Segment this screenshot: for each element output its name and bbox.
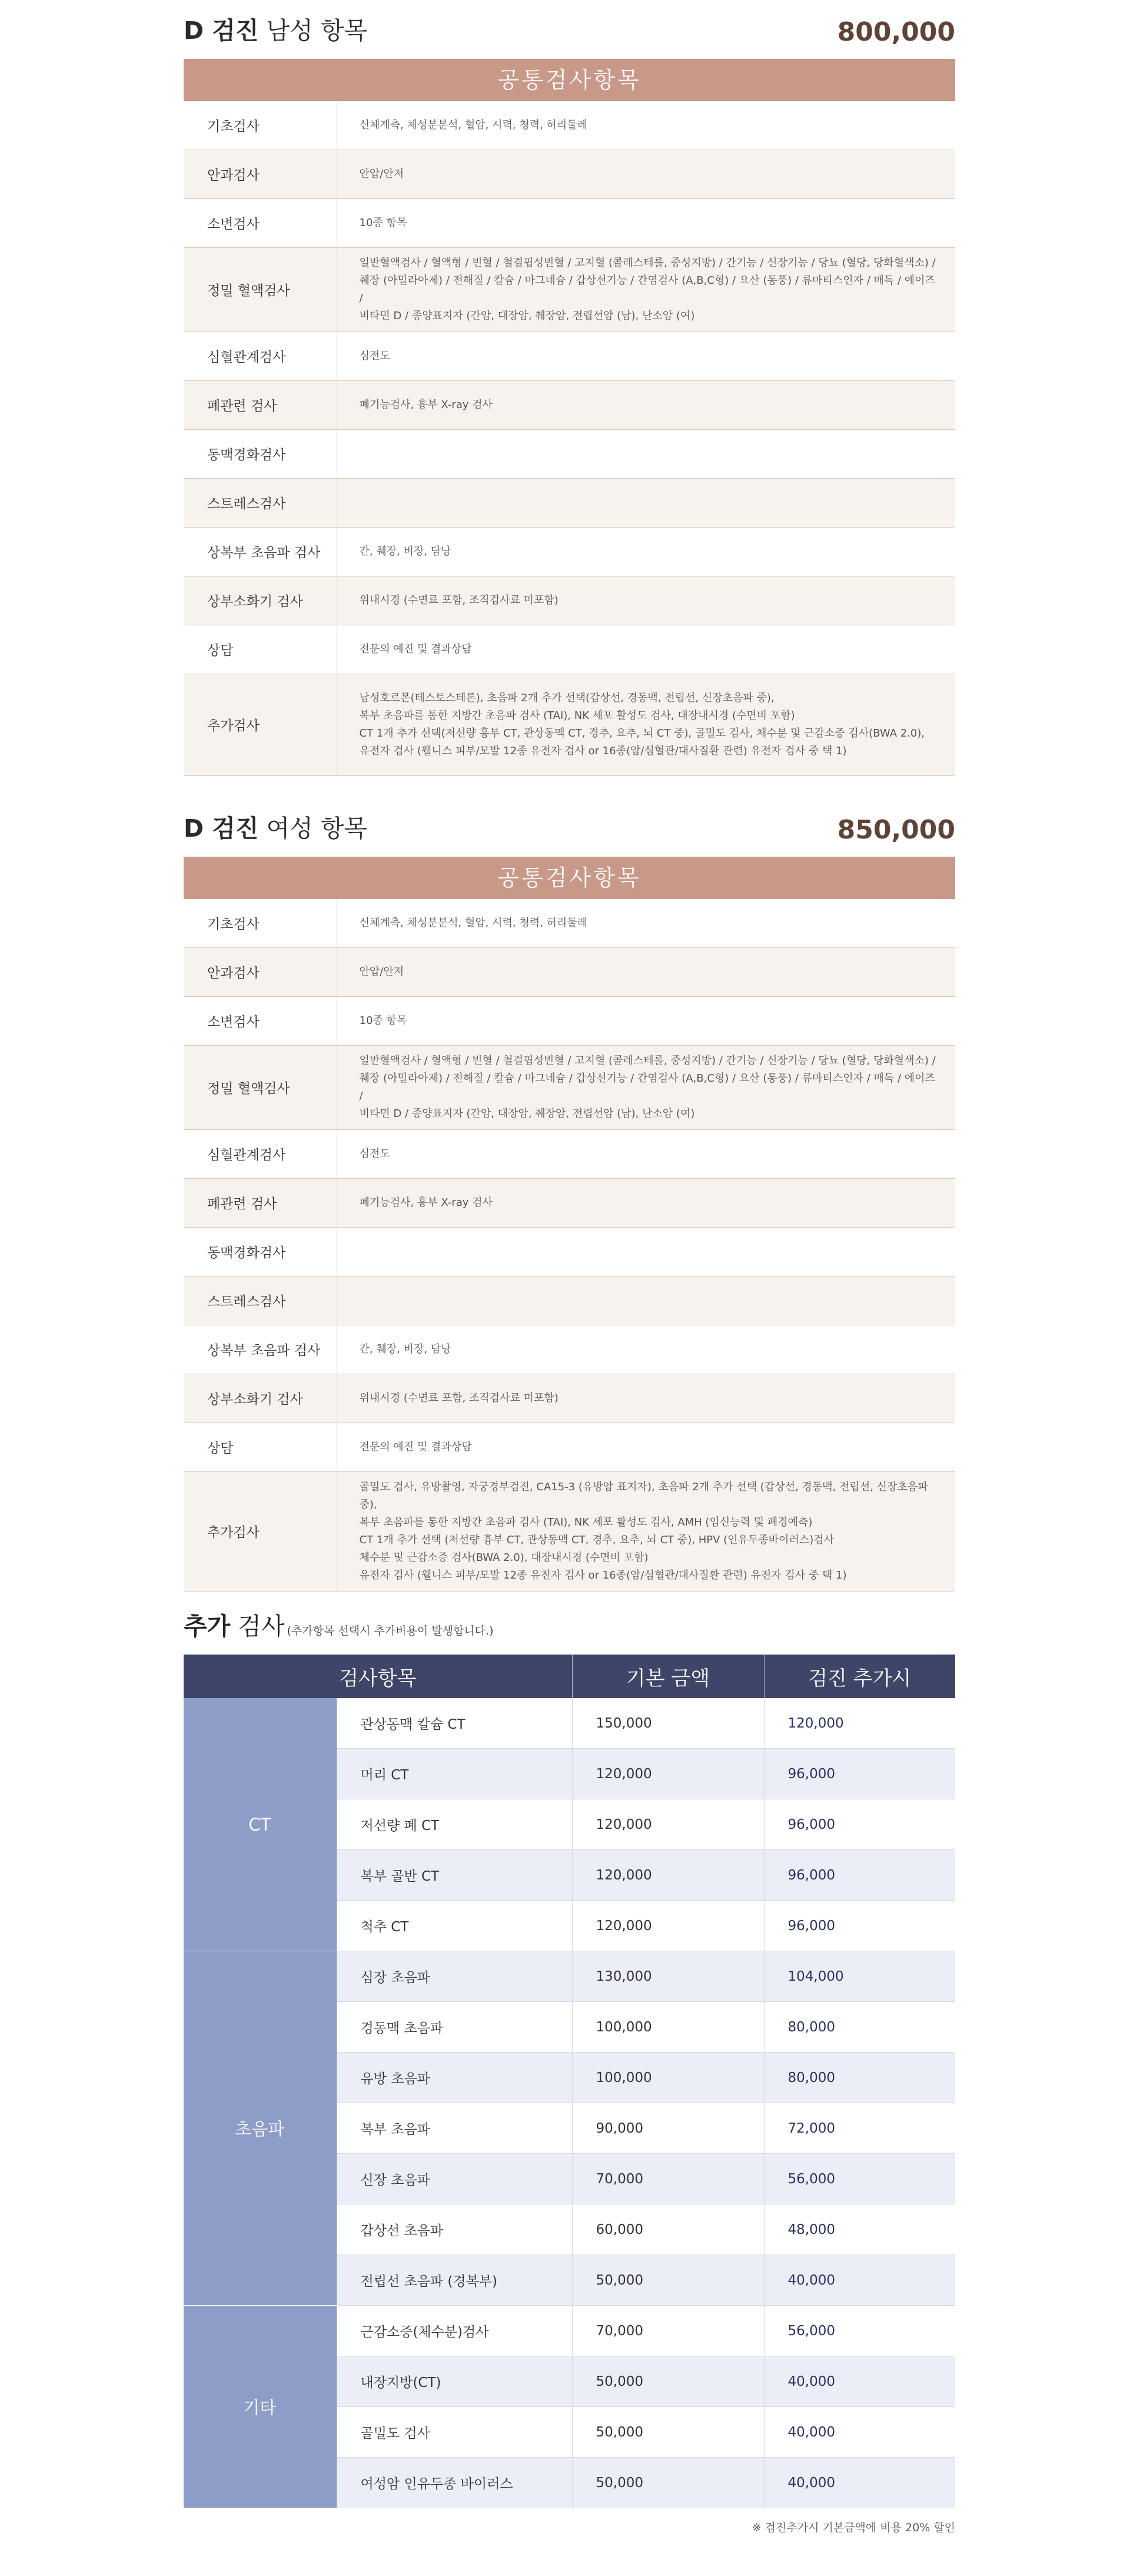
table-row: [184, 576, 955, 625]
addon-price-cell: 56,000: [764, 2154, 955, 2204]
table-row: [184, 947, 955, 996]
test-name-cell: 전립선 초음파 (경복부): [337, 2255, 572, 2306]
row-value: [337, 1045, 955, 1129]
category-cell: 초음파: [184, 1951, 337, 2306]
row-value: [337, 150, 955, 198]
table-row: [184, 1325, 955, 1374]
extra-price-table: [184, 1655, 955, 2508]
row-value-line: 신체계측, 체성분분석, 혈압, 시력, 청력, 허리둘레: [359, 916, 588, 929]
row-label: 상복부 초음파 검사: [184, 1325, 337, 1374]
row-value: [337, 625, 955, 674]
row-value: [337, 1227, 955, 1276]
test-name-cell: 머리 CT: [337, 1749, 572, 1799]
row-label: 폐관련 검사: [184, 380, 337, 429]
row-value: [337, 247, 955, 331]
row-label: 상담: [184, 625, 337, 674]
women-package-section: [184, 798, 955, 1592]
row-label: 소변검사: [184, 996, 337, 1045]
row-value-line: 간, 췌장, 비장, 담낭: [359, 1342, 451, 1355]
base-price-cell: 60,000: [572, 2204, 764, 2255]
row-label: 정밀 혈액검사: [184, 247, 337, 331]
row-value-line: 유전자 검사 (웰니스 피부/모발 12종 유전자 검사 or 16종(암/심혈관/대사질환 관련) 유전자 검사 중 택 1): [359, 744, 847, 757]
row-label: 추가검사: [184, 674, 337, 775]
row-label: 안과검사: [184, 947, 337, 996]
addon-price-cell: 72,000: [764, 2103, 955, 2154]
row-value-line: 체수분 및 근감소증 검사(BWA 2.0), 대장내시경 (수면비 포함): [359, 1551, 649, 1564]
addon-price-cell: 96,000: [764, 1799, 955, 1850]
base-price-cell: 100,000: [572, 2002, 764, 2053]
addon-price-cell: 40,000: [764, 2407, 955, 2458]
test-name-cell: 관상동맥 칼슘 CT: [337, 1698, 572, 1749]
base-price-cell: 70,000: [572, 2306, 764, 2356]
base-price-cell: 50,000: [572, 2356, 764, 2407]
category-cell: CT: [184, 1698, 337, 1951]
table-row: [184, 150, 955, 198]
row-value-line: 10종 항목: [359, 1014, 407, 1027]
addon-price-cell: 48,000: [764, 2204, 955, 2255]
row-value-line: 안압/안저: [359, 167, 404, 180]
row-value-line: 간, 췌장, 비장, 담낭: [359, 545, 451, 558]
base-price-cell: 50,000: [572, 2407, 764, 2458]
row-value-line: 골밀도 검사, 유방촬영, 자궁경부검진, CA15-3 (유방암 표지자), 초음파 2개 추가 선택 (갑상선, 경동맥, 전립선, 신장초음파 중),: [359, 1480, 928, 1511]
row-value: [337, 996, 955, 1045]
table-row: [184, 2306, 955, 2356]
extra-tests-title: 추가 검사 (추가항목 선택시 추가비용이 발생합니다.): [184, 1612, 494, 1640]
table-row: [184, 1129, 955, 1178]
women-items-table: [184, 899, 955, 1592]
base-price-cell: 100,000: [572, 2053, 764, 2103]
row-value-line: 유전자 검사 (웰니스 피부/모발 12종 유전자 검사 or 16종(암/심혈관/대사질환 관련) 유전자 검사 중 택 1): [359, 1569, 847, 1582]
test-name-cell: 내장지방(CT): [337, 2356, 572, 2407]
row-value: [337, 1276, 955, 1325]
table-row: [184, 1423, 955, 1471]
row-value-line: 일반혈액검사 / 혈액형 / 빈혈 / 철결핍성빈혈 / 고지혈 (콜레스테롤, 중성지방) / 간기능 / 신장기능 / 당뇨 (혈당, 당화혈색소) /: [359, 256, 936, 269]
row-label: 상복부 초음파 검사: [184, 527, 337, 576]
extra-tests-section: [184, 1596, 955, 2535]
row-value: [337, 576, 955, 625]
row-label: 스트레스검사: [184, 478, 337, 527]
row-value: [337, 1471, 955, 1591]
row-label: 기초검사: [184, 899, 337, 947]
row-value: [337, 478, 955, 527]
row-value: [337, 674, 955, 775]
row-value-line: 남성호르몬(테스토스테론), 초음파 2개 추가 선택(갑상선, 경동맥, 전립선, 신장초음파 중),: [359, 691, 775, 704]
row-label: 폐관련 검사: [184, 1178, 337, 1227]
table-row: [184, 198, 955, 247]
base-price-cell: 90,000: [572, 2103, 764, 2154]
row-value: [337, 101, 955, 150]
test-name-cell: 심장 초음파: [337, 1951, 572, 2002]
base-price-cell: 50,000: [572, 2255, 764, 2306]
row-value-line: 복부 초음파를 통한 지방간 초음파 검사 (TAI), NK 세포 활성도 검사, 대장내시경 (수면비 포함): [359, 709, 795, 722]
row-value-line: 일반혈액검사 / 혈액형 / 빈혈 / 철결핍성빈혈 / 고지혈 (콜레스테롤, 중성지방) / 간기능 / 신장기능 / 당뇨 (혈당, 당화혈색소) /: [359, 1054, 936, 1067]
header-base-price: 기본 금액: [572, 1655, 764, 1698]
table-row: [184, 996, 955, 1045]
men-package-section: [184, 0, 955, 776]
test-name-cell: 척추 CT: [337, 1901, 572, 1951]
addon-price-cell: 96,000: [764, 1749, 955, 1799]
row-label: 동맥경화검사: [184, 429, 337, 478]
test-name-cell: 복부 초음파: [337, 2103, 572, 2154]
addon-price-cell: 56,000: [764, 2306, 955, 2356]
test-name-cell: 골밀도 검사: [337, 2407, 572, 2458]
row-label: 안과검사: [184, 150, 337, 198]
row-label: 상부소화기 검사: [184, 576, 337, 625]
test-name-cell: 복부 골반 CT: [337, 1850, 572, 1901]
men-package-title: D 검진 남성 항목: [184, 16, 368, 45]
table-row: [184, 380, 955, 429]
men-items-table: [184, 101, 955, 776]
row-label: 상부소화기 검사: [184, 1374, 337, 1423]
row-label: 동맥경화검사: [184, 1227, 337, 1276]
addon-price-cell: 40,000: [764, 2255, 955, 2306]
table-row: [184, 1374, 955, 1423]
row-value: [337, 198, 955, 247]
row-value: [337, 527, 955, 576]
base-price-cell: 120,000: [572, 1901, 764, 1951]
row-label: 정밀 혈액검사: [184, 1045, 337, 1129]
test-name-cell: 신장 초음파: [337, 2154, 572, 2204]
row-value-line: 10종 항목: [359, 216, 407, 229]
test-name-cell: 여성암 인유두종 바이러스: [337, 2458, 572, 2508]
row-value: [337, 1129, 955, 1178]
row-value: [337, 947, 955, 996]
table-row: [184, 674, 955, 775]
row-value-line: 전문의 예진 및 결과상담: [359, 642, 472, 655]
header-test-item: 검사항목: [184, 1655, 572, 1698]
row-value: [337, 1374, 955, 1423]
row-value-line: 전문의 예진 및 결과상담: [359, 1440, 472, 1453]
table-row: [184, 101, 955, 150]
test-name-cell: 갑상선 초음파: [337, 2204, 572, 2255]
table-row: [184, 1045, 955, 1129]
row-label: 스트레스검사: [184, 1276, 337, 1325]
table-row: [184, 1951, 955, 2002]
row-value: [337, 1423, 955, 1471]
row-value-line: 심전도: [359, 349, 390, 362]
row-value-line: 복부 초음파를 통한 지방간 초음파 검사 (TAI), NK 세포 활성도 검사, AMH (임신능력 및 폐경예측): [359, 1516, 813, 1529]
table-row: [184, 1471, 955, 1591]
table-row: [184, 247, 955, 331]
extra-tests-note: (추가항목 선택시 추가비용이 발생합니다.): [287, 1624, 494, 1637]
row-value-line: CT 1개 추가 선택 (저선량 흉부 CT, 관상동맥 CT, 경추, 요추, 뇌 CT 중), HPV (인유두종바이러스)검사: [359, 1533, 835, 1546]
addon-price-cell: 40,000: [764, 2458, 955, 2508]
test-name-cell: 경동맥 초음파: [337, 2002, 572, 2053]
table-row: [184, 1276, 955, 1325]
table-row: [184, 1227, 955, 1276]
row-label: 추가검사: [184, 1471, 337, 1591]
row-value-line: 위내시경 (수면료 포함, 조직검사료 미포함): [359, 1391, 559, 1404]
addon-price-cell: 96,000: [764, 1850, 955, 1901]
row-value-line: CT 1개 추가 선택(저선량 흉부 CT, 관상동맥 CT, 경추, 요추, 뇌 CT 중), 골밀도 검사, 체수분 및 근감소증 검사(BWA 2.0),: [359, 727, 925, 740]
header-addon-price: 검진 추가시: [764, 1655, 955, 1698]
addon-price-cell: 40,000: [764, 2356, 955, 2407]
men-package-price: 800,000: [837, 17, 955, 47]
row-value-line: 비타민 D / 종양표지자 (간암, 대장암, 췌장암, 전립선암 (남), 난소암 (여): [359, 1107, 695, 1120]
table-row: [184, 429, 955, 478]
women-package-price: 850,000: [837, 815, 955, 845]
base-price-cell: 50,000: [572, 2458, 764, 2508]
row-label: 상담: [184, 1423, 337, 1471]
row-value-line: 폐기능검사, 흉부 X-ray 검사: [359, 1196, 493, 1209]
addon-price-cell: 120,000: [764, 1698, 955, 1749]
row-value: [337, 380, 955, 429]
row-value-line: 췌장 (아밀라아제) / 전해질 / 칼슘 / 마그네슘 / 갑상선기능 / 간염검사 (A,B,C형) / 요산 (통풍) / 류마티스인자 / 매독 / 에이즈 /: [359, 274, 935, 304]
row-value: [337, 899, 955, 947]
table-row: [184, 331, 955, 380]
row-value: [337, 1325, 955, 1374]
table-row: [184, 1178, 955, 1227]
row-value-line: 비타민 D / 종양표지자 (간암, 대장암, 췌장암, 전립선암 (남), 난소암 (여): [359, 309, 695, 322]
table-row: [184, 478, 955, 527]
addon-price-cell: 80,000: [764, 2053, 955, 2103]
row-label: 심혈관계검사: [184, 1129, 337, 1178]
base-price-cell: 70,000: [572, 2154, 764, 2204]
addon-price-cell: 80,000: [764, 2002, 955, 2053]
base-price-cell: 120,000: [572, 1749, 764, 1799]
row-value-line: 위내시경 (수면료 포함, 조직검사료 미포함): [359, 594, 559, 606]
row-value-line: 신체계측, 체성분분석, 혈압, 시력, 청력, 허리둘레: [359, 118, 588, 131]
table-row: [184, 1698, 955, 1749]
test-name-cell: 유방 초음파: [337, 2053, 572, 2103]
women-common-items-band: 공통검사항목: [184, 857, 955, 899]
row-label: 소변검사: [184, 198, 337, 247]
table-row: [184, 527, 955, 576]
row-value: [337, 1178, 955, 1227]
discount-footnote: ※ 검진추가시 기본금액에 비용 20% 할인: [752, 2521, 955, 2534]
test-name-cell: 저선량 폐 CT: [337, 1799, 572, 1850]
table-row: [184, 625, 955, 674]
men-common-items-band: 공통검사항목: [184, 59, 955, 101]
row-label: 심혈관계검사: [184, 331, 337, 380]
category-cell: 기타: [184, 2306, 337, 2508]
row-label: 기초검사: [184, 101, 337, 150]
base-price-cell: 130,000: [572, 1951, 764, 2002]
row-value-line: 췌장 (아밀라아제) / 전해질 / 칼슘 / 마그네슘 / 갑상선기능 / 간염검사 (A,B,C형) / 요산 (통풍) / 류마티스인자 / 매독 / 에이즈 /: [359, 1072, 935, 1102]
women-package-title: D 검진 여성 항목: [184, 814, 368, 843]
row-value-line: 안압/안저: [359, 965, 404, 978]
table-row: [184, 899, 955, 947]
row-value: [337, 429, 955, 478]
row-value: [337, 331, 955, 380]
addon-price-cell: 104,000: [764, 1951, 955, 2002]
addon-price-cell: 96,000: [764, 1901, 955, 1951]
row-value-line: 폐기능검사, 흉부 X-ray 검사: [359, 398, 493, 411]
base-price-cell: 120,000: [572, 1850, 764, 1901]
base-price-cell: 150,000: [572, 1698, 764, 1749]
base-price-cell: 120,000: [572, 1799, 764, 1850]
row-value-line: 심전도: [359, 1147, 390, 1160]
test-name-cell: 근감소증(체수분)검사: [337, 2306, 572, 2356]
